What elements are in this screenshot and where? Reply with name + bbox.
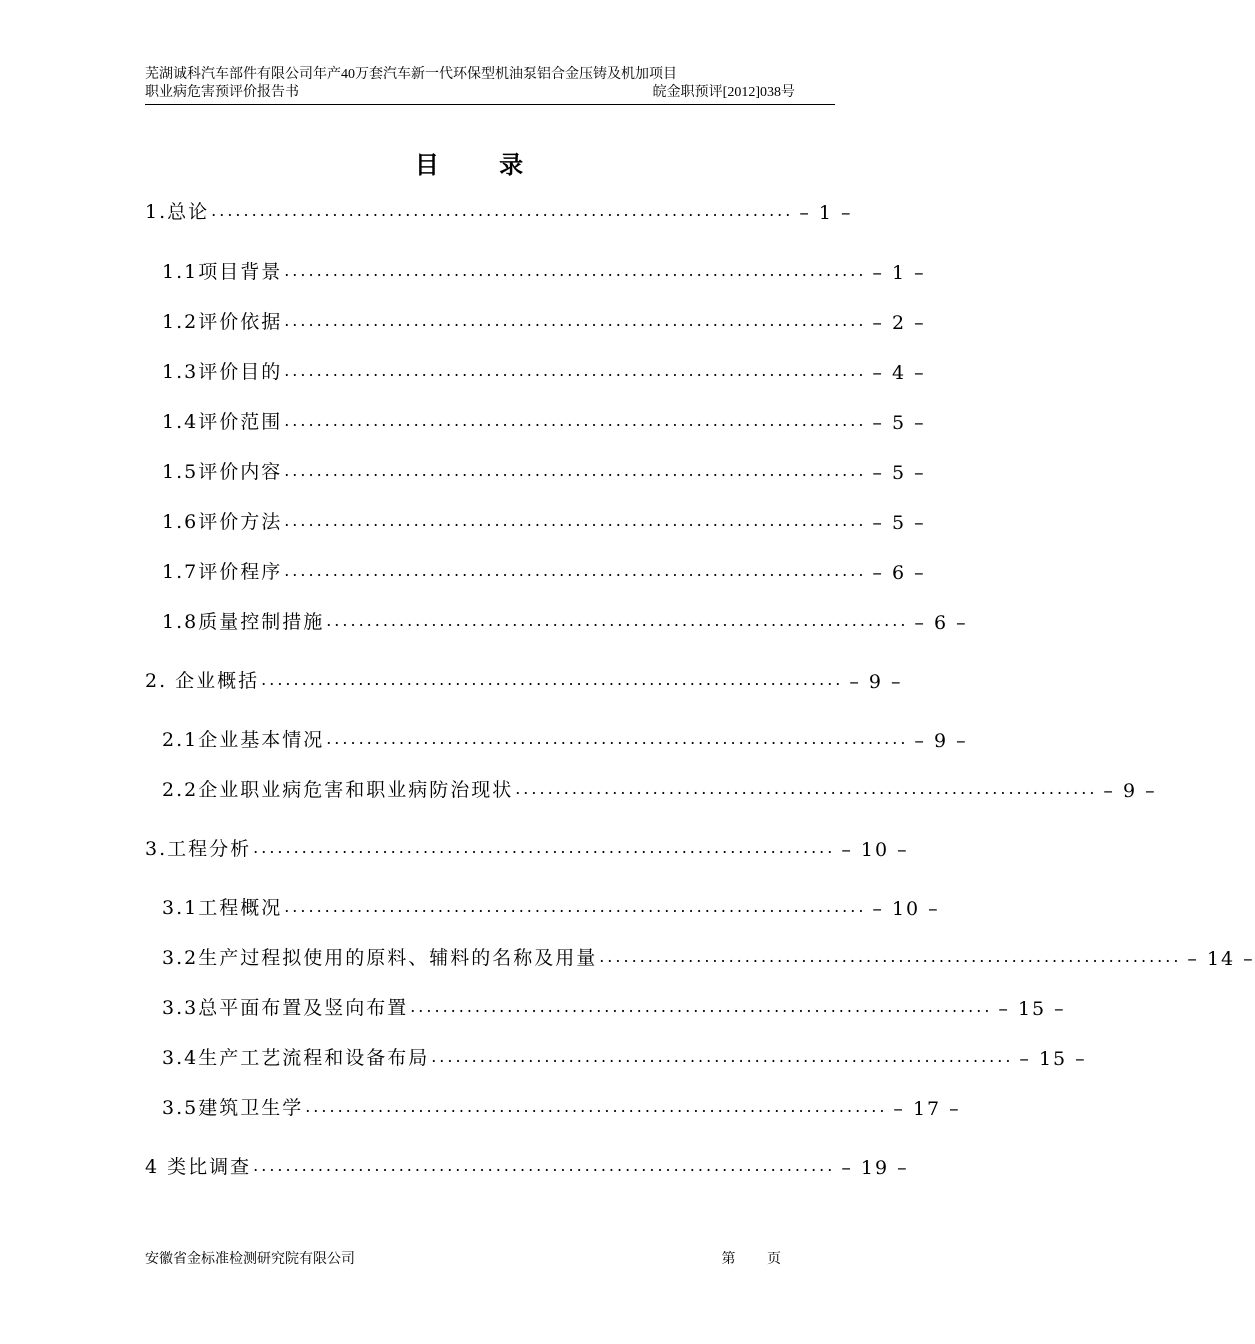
toc-leader-dots: ........................................................................ — [284, 461, 867, 480]
toc-entry[interactable] — [0, 196, 950, 224]
toc-entry[interactable] — [0, 992, 1066, 1020]
page-footer — [145, 1248, 795, 1268]
toc-entry-label: 2.1企业基本情况 — [162, 729, 325, 751]
toc-entry-page: – 4 – — [872, 362, 926, 384]
toc-leader-dots: ........................................................................ — [599, 947, 1182, 966]
toc-entry-page: – 10 – — [841, 839, 909, 861]
toc-entry-label: 1.1项目背景 — [162, 261, 283, 283]
toc-entry-page: – 2 – — [872, 312, 926, 334]
header-project-title: 芜湖诚科汽车部件有限公司年产40万套汽车新一代环保型机油泵铝合金压铸及机加项目 — [145, 67, 677, 82]
toc-entry[interactable] — [0, 556, 950, 584]
toc-leader-dots: ........................................................................ — [253, 838, 836, 857]
toc-leader-dots: ........................................................................ — [284, 311, 867, 330]
toc-entry[interactable] — [0, 1042, 1087, 1070]
toc-entry-page: – 9 – — [849, 671, 903, 693]
toc-entry[interactable] — [0, 506, 950, 534]
toc-entry[interactable] — [0, 833, 950, 861]
toc-entry[interactable] — [0, 665, 950, 693]
toc-entry[interactable] — [0, 942, 1255, 970]
toc-entry[interactable] — [0, 456, 950, 484]
toc-entry-page: – 14 – — [1187, 948, 1255, 970]
toc-entry-page: – 17 – — [893, 1098, 961, 1120]
toc-entry-label: 3.1工程概况 — [162, 897, 283, 919]
toc-entry-page: – 5 – — [872, 412, 926, 434]
toc-entry-label: 3.2生产过程拟使用的原料、辅料的名称及用量 — [162, 947, 598, 969]
toc-leader-dots: ........................................................................ — [284, 361, 867, 380]
toc-entry-label: 1.4评价范围 — [162, 411, 283, 433]
toc-leader-dots: ........................................................................ — [284, 511, 867, 530]
toc-entry-page: – 15 – — [998, 998, 1066, 1020]
toc-entry[interactable] — [0, 724, 968, 752]
toc-entry[interactable] — [0, 1151, 950, 1179]
toc-entry-label: 3.3总平面布置及竖向布置 — [162, 997, 409, 1019]
toc-entry-label: 1.总论 — [145, 201, 210, 223]
header-line-2 — [145, 84, 835, 105]
header-report-number: 皖金职预评[2012]038号 — [652, 85, 795, 100]
toc-entry-label: 1.2评价依据 — [162, 311, 283, 333]
toc-entry-label: 3.4生产工艺流程和设备布局 — [162, 1047, 430, 1069]
toc-entry-page: – 1 – — [799, 202, 853, 224]
toc-entry-label: 1.7评价程序 — [162, 561, 283, 583]
toc-entry[interactable] — [0, 774, 1157, 802]
toc-leader-dots: ........................................................................ — [305, 1097, 888, 1116]
toc-leader-dots: ........................................................................ — [431, 1047, 1014, 1066]
footer-page-label: 第 页 — [721, 1252, 795, 1267]
toc-entry[interactable] — [0, 606, 968, 634]
toc-entry-label: 1.5评价内容 — [162, 461, 283, 483]
toc-leader-dots: ........................................................................ — [326, 611, 909, 630]
toc-leader-dots: ........................................................................ — [284, 411, 867, 430]
toc-entry-label: 2. 企业概括 — [145, 670, 260, 692]
toc-entry-page: – 19 – — [841, 1157, 909, 1179]
toc-entry[interactable] — [0, 306, 950, 334]
toc-entry-label: 2.2企业职业病危害和职业病防治现状 — [162, 779, 514, 801]
toc-entry-page: – 1 – — [872, 262, 926, 284]
toc-entry[interactable] — [0, 356, 950, 384]
toc-entry-label: 4 类比调查 — [145, 1156, 252, 1178]
toc-entry[interactable] — [0, 256, 950, 284]
toc-leader-dots: ........................................................................ — [326, 729, 909, 748]
toc-entry-page: – 6 – — [872, 562, 926, 584]
toc-leader-dots: ........................................................................ — [261, 670, 844, 689]
toc-entry-label: 3.工程分析 — [145, 838, 252, 860]
footer-company: 安徽省金标准检测研究院有限公司 — [145, 1252, 355, 1267]
toc-entry-label: 1.8质量控制措施 — [162, 611, 325, 633]
toc-leader-dots: ........................................................................ — [253, 1156, 836, 1175]
toc-entry[interactable] — [0, 1092, 961, 1120]
page-header — [145, 66, 835, 105]
toc-entry-page: – 10 – — [872, 898, 940, 920]
toc-entry-page: – 5 – — [872, 462, 926, 484]
toc-title: 目 录 — [414, 150, 550, 179]
toc-leader-dots: ........................................................................ — [515, 779, 1098, 798]
toc-entry[interactable] — [0, 406, 950, 434]
toc-entry-page: – 5 – — [872, 512, 926, 534]
toc-entry-page: – 9 – — [1103, 780, 1157, 802]
toc-entry-page: – 15 – — [1019, 1048, 1087, 1070]
toc-entry-page: – 6 – — [914, 612, 968, 634]
toc-leader-dots: ........................................................................ — [284, 561, 867, 580]
toc-leader-dots: ........................................................................ — [211, 201, 794, 220]
toc-leader-dots: ........................................................................ — [410, 997, 993, 1016]
toc-leader-dots: ........................................................................ — [284, 897, 867, 916]
toc-entry-label: 1.3评价目的 — [162, 361, 283, 383]
toc-entry-label: 1.6评价方法 — [162, 511, 283, 533]
toc-leader-dots: ........................................................................ — [284, 261, 867, 280]
toc-entry[interactable] — [0, 892, 950, 920]
toc-entry-page: – 9 – — [914, 730, 968, 752]
toc-entry-label: 3.5建筑卫生学 — [162, 1097, 304, 1119]
header-report-name: 职业病危害预评价报告书 — [145, 85, 299, 100]
